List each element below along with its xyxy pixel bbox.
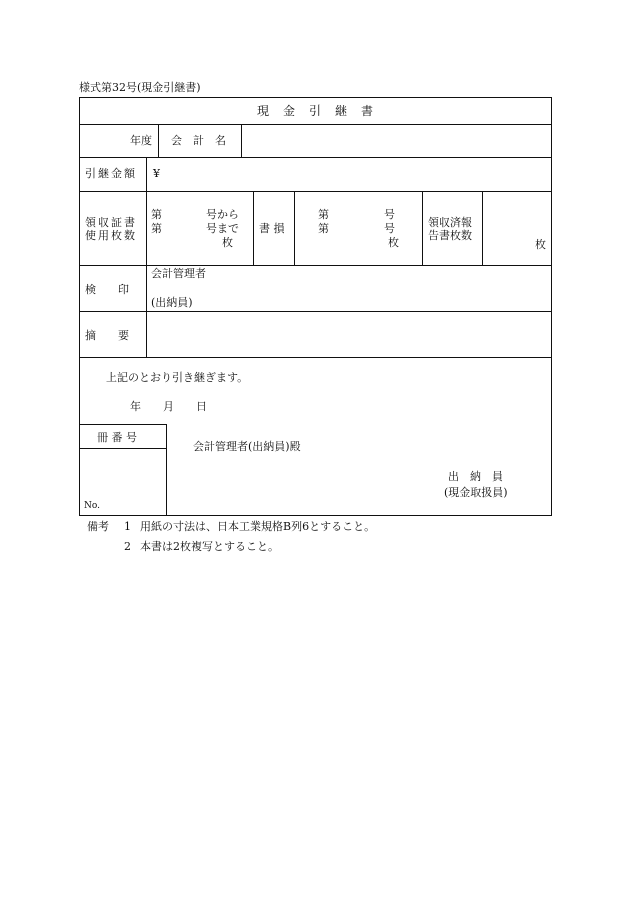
divider-report (482, 191, 483, 265)
sender-subtitle: (現金取扱員) (444, 486, 508, 499)
account-name-label: 会 計 名 (171, 134, 226, 147)
inspection-seal-label: 検 印 (85, 283, 129, 296)
divider-range2 (422, 191, 423, 265)
rule-bookno-top (79, 424, 167, 425)
report-count-label-2: 告書枚数 (428, 229, 472, 242)
rule-bookno (79, 448, 166, 449)
divider-bookno (166, 424, 167, 516)
accounting-manager-label: 会計管理者 (151, 267, 206, 280)
range1-from: 第 号から (151, 208, 239, 221)
range2-to: 第 号 (318, 222, 395, 235)
damaged-label: 書 損 (259, 222, 285, 235)
note-1-number: 1 (124, 520, 131, 533)
sender-title: 出 納 員 (448, 470, 503, 483)
note-1-text: 用紙の寸法は、日本工業規格B列6とすること。 (140, 520, 376, 533)
divider-range1 (253, 191, 254, 265)
form-number-label: 様式第32号(現金引継書) (79, 81, 201, 94)
receipts-used-label-2: 使用枚数 (85, 229, 137, 242)
note-2-text: 本書は2枚複写とすること。 (140, 540, 279, 553)
summary-label: 摘 要 (85, 329, 129, 342)
number-label: No. (84, 501, 100, 511)
note-2-number: 2 (124, 540, 131, 553)
statement-text: 上記のとおり引き継ぎます。 (106, 371, 249, 384)
rule-title (79, 124, 552, 125)
divider-label-col (146, 157, 147, 357)
rule-row5 (79, 357, 552, 358)
divider-damaged (294, 191, 295, 265)
range1-count-unit: 枚 (222, 236, 233, 249)
range2-count-unit: 枚 (388, 236, 399, 249)
receipts-used-label-1: 領収証書 (85, 216, 137, 229)
rule-row4 (79, 311, 552, 312)
handover-form (79, 97, 552, 516)
range2-from: 第 号 (318, 208, 395, 221)
date-line: 年 月 日 (130, 400, 207, 413)
report-count-label-1: 領収済報 (428, 216, 472, 229)
handover-amount-label: 引継金額 (85, 167, 137, 180)
form-title: 現 金 引 継 書 (256, 104, 374, 118)
cashier-label: (出納員) (151, 296, 193, 309)
rule-row3 (79, 265, 552, 266)
yen-sign: ¥ (153, 167, 160, 180)
addressee-text: 会計管理者(出納員)殿 (193, 440, 301, 453)
book-number-label: 冊 番 号 (97, 431, 137, 444)
range1-to: 第 号まで (151, 222, 239, 235)
divider-kaikei (241, 124, 242, 157)
report-count-unit: 枚 (535, 238, 546, 251)
rule-row1 (79, 157, 552, 158)
divider-nendo (158, 124, 159, 157)
fiscal-year-label: 年度 (130, 134, 152, 147)
notes-heading: 備考 (87, 520, 109, 533)
